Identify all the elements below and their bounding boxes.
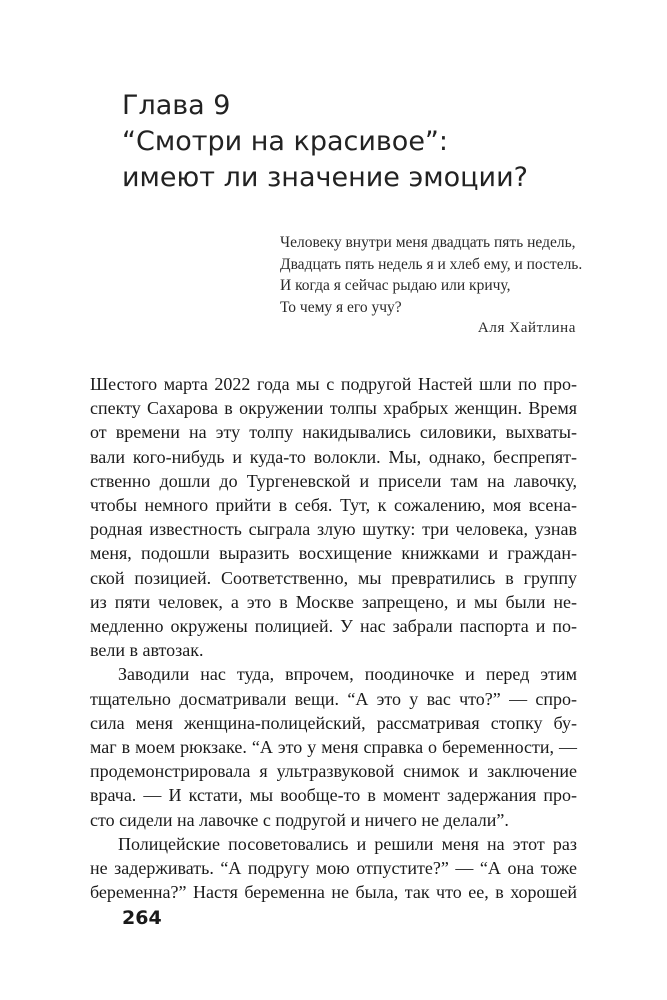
epigraph-author: Аля Хайтлина — [477, 320, 576, 336]
text-line: спекту Сахарова в окружении толпы храбрых женщин. Время — [90, 398, 577, 419]
epigraph-line: То чему я его учу? — [280, 298, 402, 316]
text-line: вели в автозак. — [90, 640, 204, 661]
text-line: ственно дошли до Тургеневской и присели там на лавочку, — [90, 470, 577, 491]
epigraph-line: Человеку внутри меня двадцать пять недель, — [280, 234, 576, 251]
epigraph-line: Двадцать пять недель я и хлеб ему, и постель. — [280, 255, 583, 273]
page-number: 264 — [122, 907, 162, 929]
chapter-title-line: “Смотри на красивое”: — [122, 126, 449, 157]
text-line: продемонстрировала я ультразвуковой снимок и заключение — [90, 761, 577, 782]
text-line: сила меня женщина-полицейский, рассматривая стопку бу- — [90, 712, 577, 733]
text-line: не задерживать. “А подругу мою отпустите?” — “А она тоже — [90, 858, 577, 879]
text-line: ской позицией. Соответственно, мы превратились в группу — [90, 567, 577, 588]
epigraph-line: И когда я сейчас рыдаю или кричу, — [280, 277, 511, 294]
text-line: родная известность сыграла злую шутку: три человека, узнав — [90, 519, 577, 540]
body-text — [90, 372, 577, 904]
text-line: сто сидели на лавочке с подругой и ничего не делали”. — [90, 809, 509, 830]
chapter-title-line: имеют ли значение эмоции? — [122, 162, 528, 193]
text-line: врача. — И кстати, мы вообще-то в момент задержания про- — [90, 785, 577, 806]
text-line: из пяти человек, а это в Москве запрещено, и мы были не- — [90, 591, 577, 612]
text-line: от времени на эту толпу накидывались силовики, выхваты- — [90, 422, 577, 443]
chapter-title — [122, 88, 622, 196]
text-line: тщательно досматривали вещи. “А это у вас что?” — спро- — [90, 688, 577, 709]
chapter-number: Глава 9 — [122, 90, 231, 121]
text-line: маг в моем рюкзаке. “А это у меня справка о беременности, — — [90, 737, 577, 758]
text-line: меня, подошли выразить восхищение книжками и граждан- — [90, 543, 577, 564]
epigraph — [280, 232, 600, 318]
text-line: беременна?” Настя беременна не была, так что ее, в хорошей — [90, 882, 577, 903]
text-line: Заводили нас туда, впрочем, поодиночке и перед этим — [118, 664, 577, 685]
text-line: медленно окружены полицией. У нас забрали паспорта и по- — [90, 616, 577, 637]
text-line: вали кого-нибудь и куда-то волокли. Мы, однако, беспрепят- — [90, 446, 577, 467]
text-line: Шестого марта 2022 года мы с подругой Настей шли по про- — [90, 374, 577, 394]
text-line: Полицейские посоветовались и решили меня на этот раз — [118, 833, 577, 854]
text-line: чтобы немного прийти в себя. Тут, к сожалению, моя всена- — [90, 495, 577, 516]
